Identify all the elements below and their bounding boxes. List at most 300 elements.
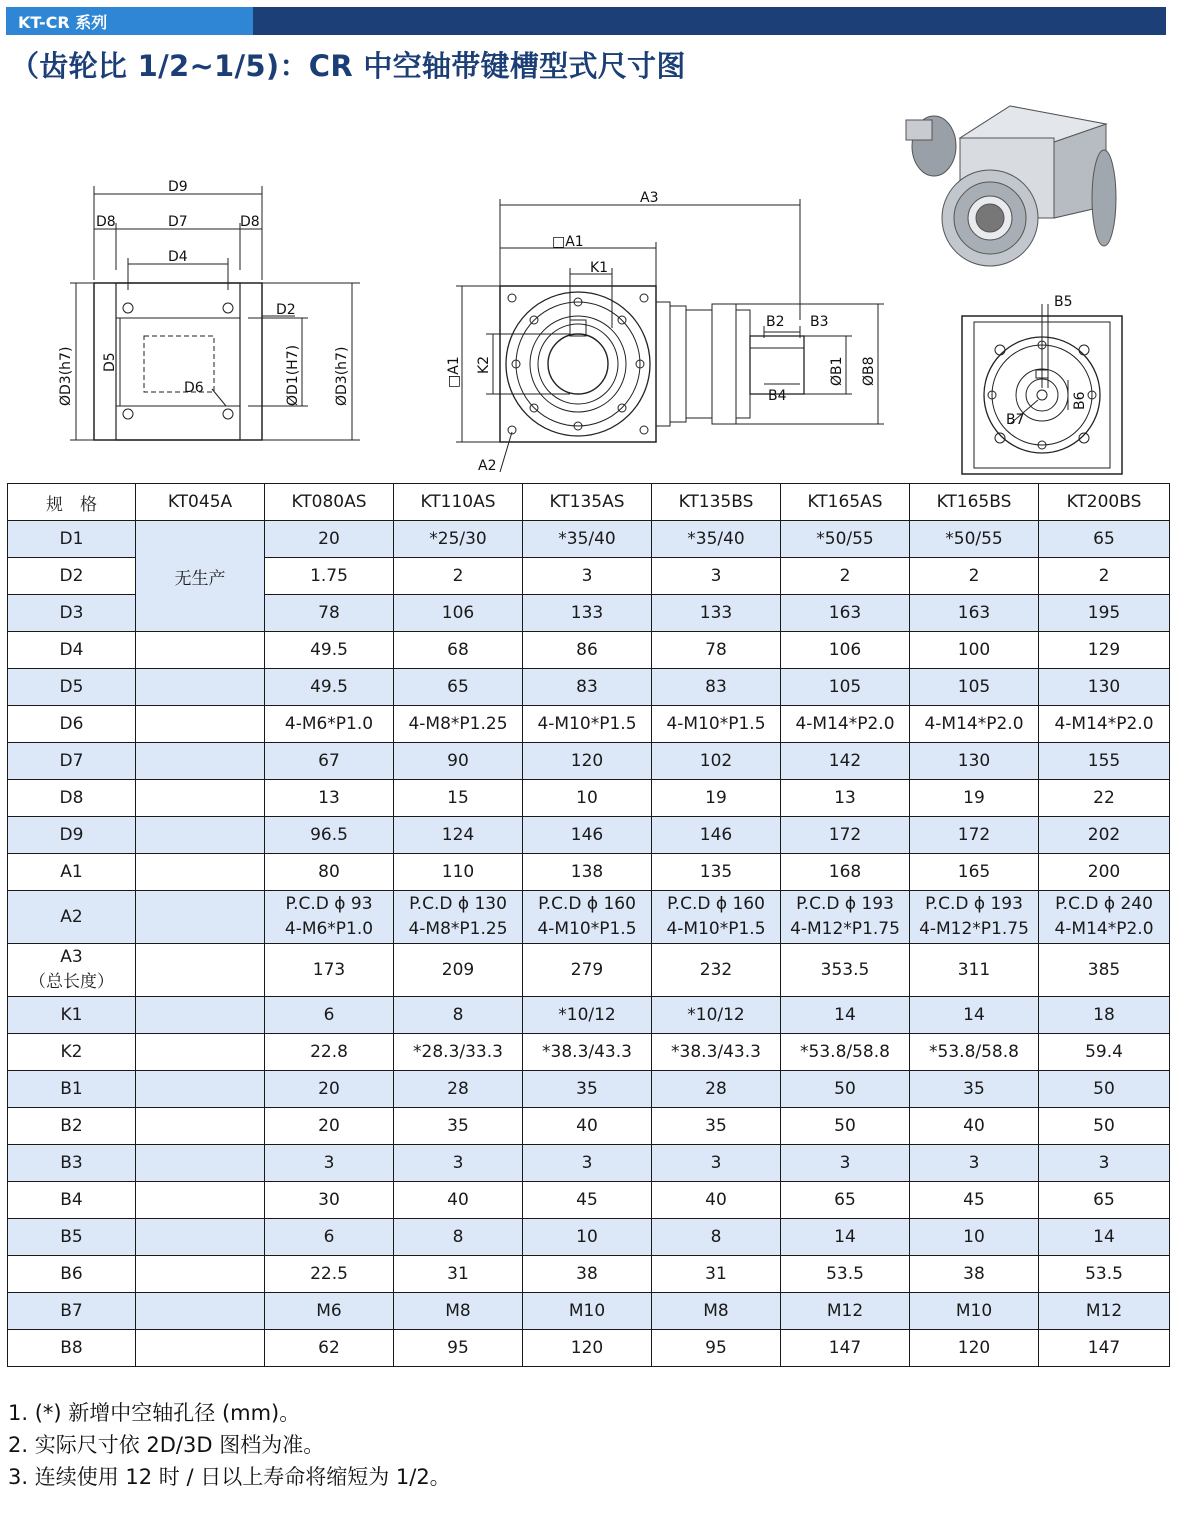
cell-value: P.C.D ϕ 160	[538, 894, 636, 914]
table-cell	[394, 891, 523, 944]
table-cell	[652, 743, 781, 780]
row-label	[8, 743, 136, 780]
cell-value: 35	[963, 1079, 985, 1099]
table-cell	[781, 1219, 910, 1256]
label-d2: D2	[276, 302, 296, 318]
table-cell	[910, 780, 1039, 817]
table-cell	[1039, 997, 1170, 1034]
table-row	[8, 1182, 1170, 1219]
table-cell	[265, 891, 394, 944]
rear-view-labels	[1006, 294, 1088, 428]
row-label-text: B2	[60, 1116, 83, 1136]
table-cell	[910, 997, 1039, 1034]
note-item: 1. (*) 新增中空轴孔径 (mm)。	[8, 1401, 301, 1425]
kt045a-empty-cell	[136, 1256, 265, 1293]
table-cell	[781, 1145, 910, 1182]
table-row	[8, 1256, 1170, 1293]
kt045a-empty-cell	[136, 997, 265, 1034]
table-row	[8, 944, 1170, 997]
cell-value: P.C.D ϕ 193	[925, 894, 1023, 914]
table-cell	[781, 521, 910, 558]
row-label-text: D4	[59, 640, 84, 660]
label-a1-side: □A1	[446, 356, 462, 388]
table-cell	[523, 817, 652, 854]
table-cell	[910, 1293, 1039, 1330]
cell-value: 4-M14*P2.0	[795, 714, 895, 734]
table-cell	[523, 669, 652, 706]
cell-value: 19	[705, 788, 727, 808]
table-cell	[910, 595, 1039, 632]
cell-value: 50	[1093, 1079, 1115, 1099]
table-header-row	[8, 484, 1170, 521]
table-row	[8, 706, 1170, 743]
cell-value: 31	[447, 1264, 469, 1284]
cell-value: P.C.D ϕ 130	[409, 894, 507, 914]
cell-value: 18	[1093, 1005, 1115, 1025]
label-d3-right: ØD3(h7)	[334, 346, 350, 406]
cell-value: 135	[699, 862, 733, 882]
table-cell	[265, 669, 394, 706]
row-label	[8, 1034, 136, 1071]
row-label	[8, 780, 136, 817]
cell-value: 163	[828, 603, 862, 623]
cell-value: P.C.D ϕ 193	[796, 894, 894, 914]
table-cell	[265, 1071, 394, 1108]
cell-value: 19	[963, 788, 985, 808]
cell-value: 53.5	[826, 1264, 864, 1284]
row-label	[8, 1293, 136, 1330]
cell-value: *10/12	[687, 1005, 745, 1025]
table-cell	[1039, 1256, 1170, 1293]
cell-value: 4-M6*P1.0	[284, 714, 374, 734]
table-row	[8, 632, 1170, 669]
cell-value: 168	[828, 862, 862, 882]
table-cell	[910, 891, 1039, 944]
table-cell	[652, 944, 781, 997]
kt045a-empty-cell	[136, 632, 265, 669]
cell-value: 14	[834, 1005, 856, 1025]
kt045a-empty-cell	[136, 1293, 265, 1330]
table-cell	[1039, 521, 1170, 558]
table-cell	[523, 1219, 652, 1256]
table-row	[8, 1145, 1170, 1182]
table-cell	[910, 1219, 1039, 1256]
table-cell	[910, 1330, 1039, 1367]
cell-value: 1.75	[310, 566, 348, 586]
table-cell	[1039, 1182, 1170, 1219]
cell-value: 62	[318, 1338, 340, 1358]
table-cell	[394, 1071, 523, 1108]
table-cell	[394, 1256, 523, 1293]
table-cell	[523, 706, 652, 743]
table-row	[8, 1330, 1170, 1367]
table-cell	[910, 521, 1039, 558]
table-cell	[1039, 1330, 1170, 1367]
table-cell	[265, 1145, 394, 1182]
cell-value: 83	[705, 677, 727, 697]
row-label	[8, 997, 136, 1034]
label-d8-left: D8	[96, 214, 116, 230]
cell-value: 59.4	[1085, 1042, 1123, 1062]
table-cell	[265, 817, 394, 854]
cell-value: 8	[452, 1227, 464, 1247]
table-cell	[394, 944, 523, 997]
cell-value: 163	[957, 603, 991, 623]
cell-value: 110	[441, 862, 475, 882]
table-cell	[394, 1034, 523, 1071]
cell-value: 353.5	[820, 959, 870, 980]
cell-value: 165	[957, 862, 991, 882]
table-cell	[523, 780, 652, 817]
table-cell	[265, 997, 394, 1034]
table-cell	[265, 595, 394, 632]
label-a3: A3	[640, 190, 659, 206]
table-row	[8, 743, 1170, 780]
kt045a-empty-cell	[136, 743, 265, 780]
table-cell	[652, 521, 781, 558]
cell-value: M12	[1085, 1301, 1123, 1321]
cell-value: 31	[705, 1264, 727, 1284]
table-cell	[265, 854, 394, 891]
row-label	[8, 1256, 136, 1293]
cell-value: 3	[839, 1153, 851, 1173]
label-d5: D5	[102, 352, 118, 372]
cell-value: 129	[1087, 640, 1121, 660]
label-b8: ØB8	[861, 356, 877, 386]
table-cell	[910, 1071, 1039, 1108]
table-cell	[265, 1219, 394, 1256]
page-title: （齿轮比 1/2~1/5)：CR 中空轴带键槽型式尺寸图	[10, 49, 686, 83]
table-cell	[523, 854, 652, 891]
table-cell	[781, 997, 910, 1034]
cell-value: 22.8	[310, 1042, 348, 1062]
series-label: KT-CR 系列	[18, 13, 108, 32]
row-label-text: D8	[59, 788, 84, 808]
row-label-text: B5	[60, 1227, 83, 1247]
cell-value: 65	[447, 677, 469, 697]
table-cell	[394, 1182, 523, 1219]
cell-value: *35/40	[558, 529, 616, 549]
row-label	[8, 1330, 136, 1367]
table-cell	[394, 521, 523, 558]
table-cell	[265, 1330, 394, 1367]
table-cell	[652, 1034, 781, 1071]
row-label	[8, 706, 136, 743]
table-cell	[523, 558, 652, 595]
cell-value: 50	[834, 1116, 856, 1136]
cell-value: 49.5	[310, 640, 348, 660]
cell-value: 2	[1098, 566, 1110, 586]
label-d3-left: ØD3(h7)	[58, 346, 74, 406]
cell-value: 14	[834, 1227, 856, 1247]
cell-value: 8	[710, 1227, 722, 1247]
label-k1: K1	[590, 260, 609, 276]
table-cell	[394, 997, 523, 1034]
table-cell	[652, 706, 781, 743]
kt045a-empty-cell	[136, 1182, 265, 1219]
table-cell	[523, 1330, 652, 1367]
table-cell	[265, 743, 394, 780]
table-cell	[265, 521, 394, 558]
table-cell	[781, 1071, 910, 1108]
cell-value: 86	[576, 640, 598, 660]
cell-value: 172	[957, 825, 991, 845]
cell-value: 3	[581, 1153, 593, 1173]
product-render	[906, 106, 1116, 266]
table-cell	[781, 706, 910, 743]
table-cell	[652, 1219, 781, 1256]
table-cell	[1039, 595, 1170, 632]
cell-value: 133	[570, 603, 604, 623]
cell-value: 35	[447, 1116, 469, 1136]
kt045a-empty-cell	[136, 669, 265, 706]
notes	[8, 1397, 451, 1493]
series-header-bar	[6, 7, 1166, 35]
row-label	[8, 521, 136, 558]
label-b5: B5	[1054, 294, 1073, 310]
header-kt200bs: KT200BS	[1039, 484, 1170, 521]
cell-value: M8	[703, 1301, 729, 1321]
cell-value: 28	[705, 1079, 727, 1099]
table-cell	[910, 558, 1039, 595]
row-label	[8, 854, 136, 891]
row-label-text: D6	[59, 714, 84, 734]
table-cell	[910, 669, 1039, 706]
label-b7: B7	[1006, 412, 1025, 428]
table-cell	[781, 1330, 910, 1367]
cell-value: *50/55	[945, 529, 1003, 549]
table-cell	[910, 854, 1039, 891]
table-cell	[1039, 854, 1170, 891]
table-cell	[652, 632, 781, 669]
table-cell	[781, 854, 910, 891]
kt045a-empty-cell	[136, 817, 265, 854]
cell-value: *35/40	[687, 529, 745, 549]
table-cell	[652, 1145, 781, 1182]
row-label-text: A3	[60, 947, 83, 967]
table-cell	[523, 1256, 652, 1293]
cell-value: 147	[828, 1338, 862, 1358]
table-cell	[1039, 706, 1170, 743]
row-label-text: B4	[60, 1190, 83, 1210]
cell-value: 78	[705, 640, 727, 660]
row-label-text: B3	[60, 1153, 83, 1173]
cell-value: 209	[441, 959, 475, 980]
table-cell	[394, 669, 523, 706]
table-cell	[910, 1145, 1039, 1182]
cell-value: 200	[1087, 862, 1121, 882]
table-cell	[1039, 1108, 1170, 1145]
table-cell	[1039, 743, 1170, 780]
table-cell	[652, 854, 781, 891]
row-label	[8, 632, 136, 669]
table-cell	[652, 891, 781, 944]
cell-value: M10	[568, 1301, 606, 1321]
table-cell	[394, 1293, 523, 1330]
cell-value: 3	[968, 1153, 980, 1173]
table-cell	[1039, 1034, 1170, 1071]
cell-value: 40	[705, 1190, 727, 1210]
header-kt165as: KT165AS	[781, 484, 910, 521]
table-row	[8, 1293, 1170, 1330]
side-view-labels	[58, 179, 350, 406]
kt045a-empty-cell	[136, 944, 265, 997]
row-label-text: A1	[60, 862, 83, 882]
table-cell	[910, 1256, 1039, 1293]
table-cell	[781, 780, 910, 817]
cell-value: 105	[828, 677, 862, 697]
table-cell	[910, 632, 1039, 669]
cell-value: 90	[447, 751, 469, 771]
table-cell	[523, 891, 652, 944]
label-a1-top: □A1	[552, 234, 584, 250]
cell-value: 106	[441, 603, 475, 623]
cell-value: 45	[576, 1190, 598, 1210]
dimension-drawing	[0, 88, 1178, 480]
cell-value: 50	[834, 1079, 856, 1099]
table-cell	[910, 817, 1039, 854]
label-d6: D6	[184, 380, 204, 396]
cell-value: 2	[839, 566, 851, 586]
table-cell	[652, 669, 781, 706]
cell-value: M12	[826, 1301, 864, 1321]
table-cell	[910, 743, 1039, 780]
cell-value: 14	[1093, 1227, 1115, 1247]
table-cell	[781, 632, 910, 669]
label-d9: D9	[168, 179, 188, 195]
table-row	[8, 780, 1170, 817]
label-b2: B2	[766, 314, 785, 330]
row-label-text: B7	[60, 1301, 83, 1321]
row-label	[8, 817, 136, 854]
table-row	[8, 521, 1170, 558]
table-cell	[394, 632, 523, 669]
row-label-text: D1	[59, 529, 84, 549]
spec-table	[7, 483, 1170, 1367]
cell-value: M8	[445, 1301, 471, 1321]
cell-value: 2	[968, 566, 980, 586]
cell-value: 120	[957, 1338, 991, 1358]
table-cell	[652, 1182, 781, 1219]
cell-value: 106	[828, 640, 862, 660]
cell-value: 38	[576, 1264, 598, 1284]
table-row	[8, 854, 1170, 891]
table-cell	[652, 595, 781, 632]
table-cell	[781, 817, 910, 854]
cell-value: 142	[828, 751, 862, 771]
table-cell	[1039, 1293, 1170, 1330]
cell-value: 53.5	[1085, 1264, 1123, 1284]
table-cell	[781, 1034, 910, 1071]
table-cell	[1039, 669, 1170, 706]
cell-value: 3	[323, 1153, 335, 1173]
cell-value: 311	[957, 959, 991, 980]
cell-value: 80	[318, 862, 340, 882]
series-tab	[6, 7, 253, 35]
row-label-text: D9	[59, 825, 84, 845]
table-cell	[394, 1145, 523, 1182]
table-row	[8, 1108, 1170, 1145]
cell-value: 10	[963, 1227, 985, 1247]
row-label-text: B1	[60, 1079, 83, 1099]
cell-value: 30	[318, 1190, 340, 1210]
table-cell	[781, 1293, 910, 1330]
kt045a-not-produced: 无生产	[136, 521, 265, 632]
row-label	[8, 1108, 136, 1145]
table-cell	[781, 1256, 910, 1293]
table-cell	[652, 1293, 781, 1330]
cell-value: P.C.D ϕ 240	[1055, 894, 1153, 914]
table-cell	[1039, 817, 1170, 854]
cell-value: 385	[1087, 959, 1121, 980]
cell-value: 146	[570, 825, 604, 845]
table-cell	[394, 780, 523, 817]
note-item: 3. 连续使用 12 时 / 日以上寿命将缩短为 1/2。	[8, 1465, 451, 1489]
table-cell	[781, 558, 910, 595]
kt045a-empty-cell	[136, 1219, 265, 1256]
label-b6: B6	[1072, 391, 1088, 410]
cell-value: 49.5	[310, 677, 348, 697]
table-cell	[910, 1034, 1039, 1071]
table-cell	[265, 780, 394, 817]
cell-value: 13	[834, 788, 856, 808]
table-cell	[523, 1293, 652, 1330]
table-cell	[781, 743, 910, 780]
row-label-text: D3	[59, 603, 84, 623]
cell-value: 95	[705, 1338, 727, 1358]
table-cell	[265, 1108, 394, 1145]
table-cell	[523, 743, 652, 780]
kt045a-empty-cell	[136, 1145, 265, 1182]
cell-value: 133	[699, 603, 733, 623]
cell-value-line2: 4-M10*P1.5	[666, 919, 766, 939]
table-cell	[652, 780, 781, 817]
cell-value: 155	[1087, 751, 1121, 771]
cell-value: 20	[318, 1079, 340, 1099]
cell-value: 10	[576, 1227, 598, 1247]
table-cell	[394, 854, 523, 891]
table-cell	[523, 1071, 652, 1108]
table-cell	[652, 997, 781, 1034]
row-label	[8, 1182, 136, 1219]
cell-value: 65	[1093, 529, 1115, 549]
cell-value: 4-M14*P2.0	[924, 714, 1024, 734]
cell-value: 3	[1098, 1153, 1110, 1173]
table-cell	[394, 595, 523, 632]
table-row	[8, 669, 1170, 706]
note-item: 2. 实际尺寸依 2D/3D 图档为准。	[8, 1433, 325, 1457]
cell-value: *50/55	[816, 529, 874, 549]
table-cell	[781, 891, 910, 944]
cell-value: 20	[318, 1116, 340, 1136]
table-cell	[523, 1145, 652, 1182]
cell-value: 172	[828, 825, 862, 845]
kt045a-empty-cell	[136, 780, 265, 817]
cell-value: 4-M14*P2.0	[1054, 714, 1154, 734]
row-label-text: D7	[59, 751, 84, 771]
label-a2: A2	[478, 458, 497, 474]
cell-value: 65	[834, 1190, 856, 1210]
table-cell	[781, 669, 910, 706]
row-label	[8, 944, 136, 997]
table-cell	[910, 1182, 1039, 1219]
table-cell	[523, 632, 652, 669]
cell-value: 3	[581, 566, 593, 586]
kt045a-empty-cell	[136, 854, 265, 891]
table-cell	[652, 1108, 781, 1145]
table-cell	[1039, 1219, 1170, 1256]
label-d8-right: D8	[240, 214, 260, 230]
